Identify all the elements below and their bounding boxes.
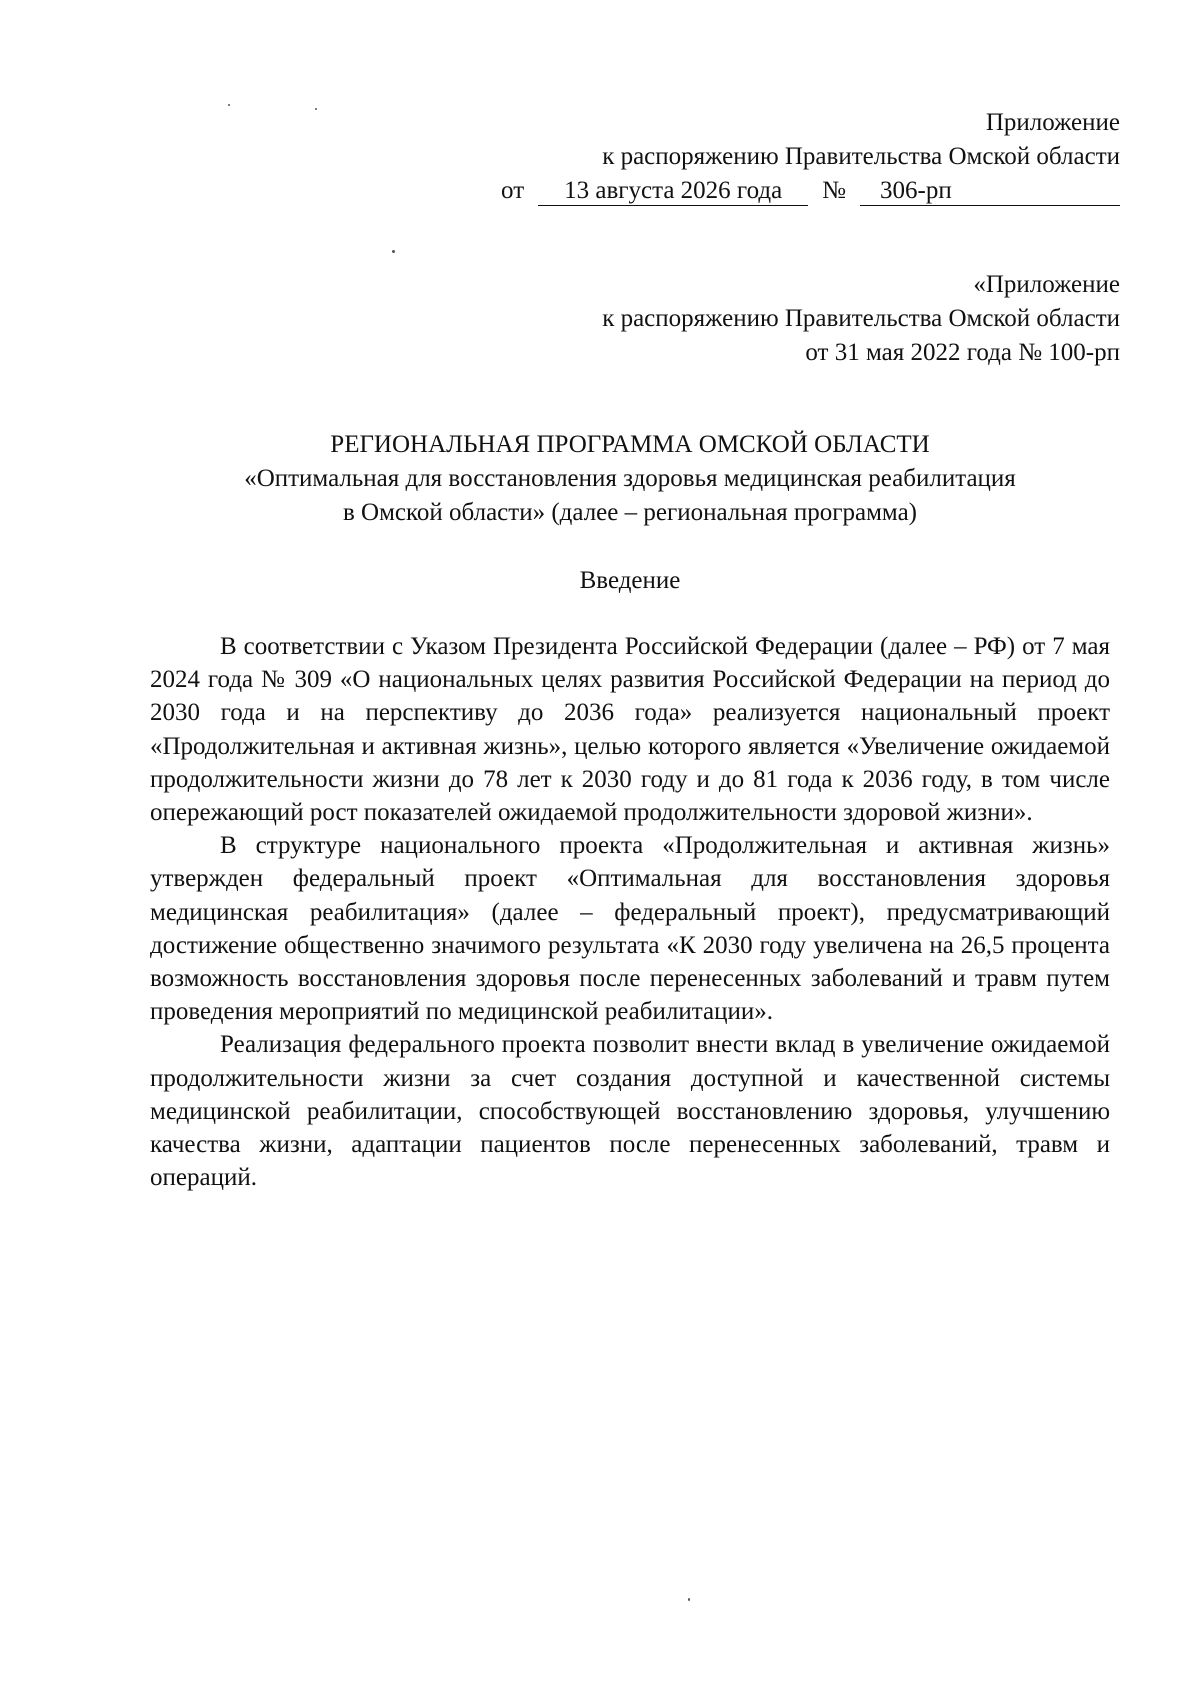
title-line-3: в Омской области» (далее – региональная программа) xyxy=(342,499,918,526)
appendix-order-ref: к распоряжению Правительства Омской области xyxy=(602,305,1120,332)
body-text xyxy=(150,630,1110,1194)
number-sign: № xyxy=(822,177,846,204)
order-number: 306-рп xyxy=(860,177,1120,206)
appendix-order-ref: к распоряжению Правительства Омской области xyxy=(602,143,1120,170)
paragraph-1: В соответствии с Указом Президента Российской Федерации (далее – РФ) от 7 мая 2024 года № 309 «О национальных целях развития Российской Федерации на период до 2030 года и на перспективу до 2036 года» реализуется национальный проект «Продолжительная и активная жизнь», целью которого является «Увеличение ожидаемой продолжительности жизни до 78 лет к 2030 году и до 81 года к 2036 году, в том числе опережающий рост показателей ожидаемой продолжительности здоровой жизни». xyxy=(150,633,1110,827)
section-heading: Введение xyxy=(579,567,681,594)
scan-speck xyxy=(228,104,230,106)
paragraph-3: Реализация федерального проекта позволит внести вклад в увеличение ожидаемой продолжительности жизни за счет создания доступной и качественной системы медицинской реабилитации, способствующей восстановлению здоровья, улучшению качества жизни, адаптации пациентов после перенесенных заболеваний, травм и операций. xyxy=(150,1031,1110,1192)
scan-speck xyxy=(315,108,317,110)
scan-speck xyxy=(688,1598,690,1601)
appendix-label: «Приложение xyxy=(973,271,1120,298)
program-title xyxy=(150,428,1110,530)
title-line-2: «Оптимальная для восстановления здоровья медицинская реабилитация xyxy=(244,465,1016,492)
date-prefix: от xyxy=(501,177,525,204)
appendix-date-line: от 31 мая 2022 года № 100-рп xyxy=(805,339,1120,366)
order-date: 13 августа 2026 года xyxy=(538,177,808,206)
appendix-header-previous xyxy=(602,268,1120,370)
scan-speck xyxy=(392,250,395,253)
appendix-date-line xyxy=(501,174,1120,208)
appendix-header-current xyxy=(501,106,1120,208)
title-line-1: РЕГИОНАЛЬНАЯ ПРОГРАММА ОМСКОЙ ОБЛАСТИ xyxy=(330,431,930,458)
appendix-label: Приложение xyxy=(985,109,1120,136)
paragraph-2: В структуре национального проекта «Продолжительная и активная жизнь» утвержден федеральный проект «Оптимальная для восстановления здоровья медицинская реабилитация» (далее – федеральный проект), предусматривающий достижение общественно значимого результата «К 2030 году увеличена на 26,5 процента возможность восстановления здоровья после перенесенных заболеваний и травм путем проведения мероприятий по медицинской реабилитации». xyxy=(150,832,1110,1026)
